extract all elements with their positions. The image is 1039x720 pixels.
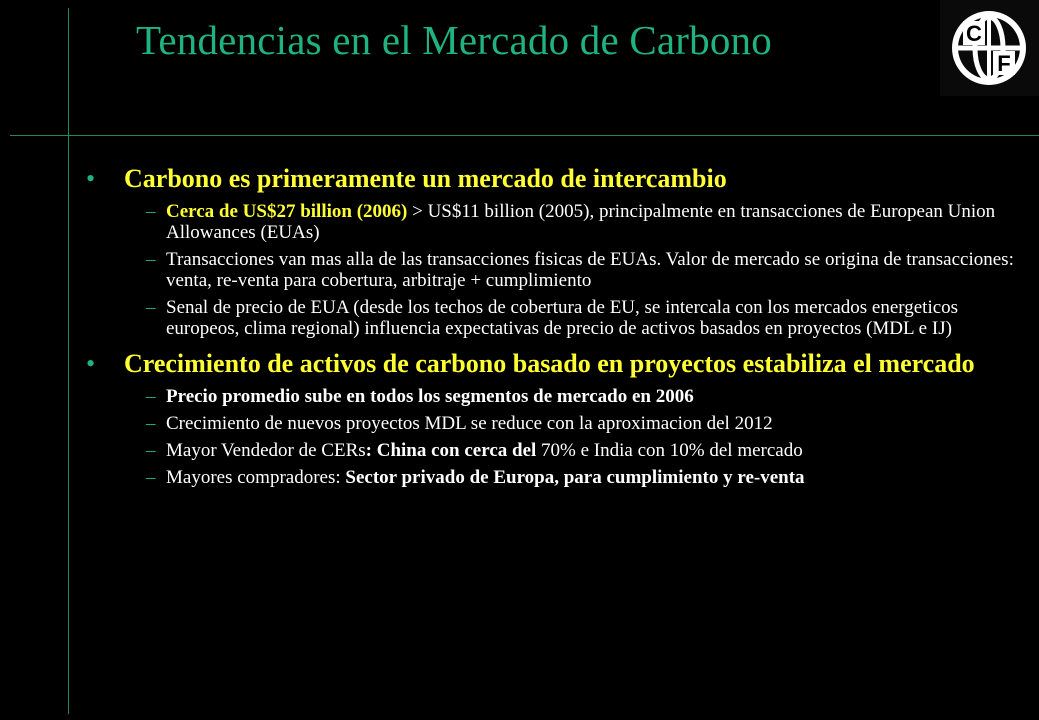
globe-logo-icon <box>946 7 1032 89</box>
bold-text: : China con cerca del <box>365 440 537 461</box>
bullet-1-text: Carbono es primeramente un mercado de intercambio <box>124 164 727 193</box>
bullet-2-sub-4 <box>146 467 1016 488</box>
sub-text: Precio promedio sube en todos los segmentos de mercado en 2006 <box>166 386 694 407</box>
body-text: 70% e India con 10% del mercado <box>536 440 803 461</box>
sub-text <box>166 440 803 461</box>
sub-dash: – <box>146 440 156 461</box>
sub-dash: – <box>146 413 156 434</box>
sub-dash: – <box>146 201 156 222</box>
highlight-text: Cerca de US$27 billion (2006) <box>166 201 408 222</box>
sub-dash: – <box>146 249 156 270</box>
horizontal-rule <box>10 135 1039 136</box>
vertical-rule <box>68 8 69 714</box>
bullet-2-sub-1 <box>146 386 1016 407</box>
bullet-1-sub-2 <box>146 249 1016 291</box>
bullet-2-sub-2 <box>146 413 1016 434</box>
body-text: Mayor Vendedor de CERs <box>166 440 366 461</box>
body-text: Mayores compradores: <box>166 467 346 488</box>
sub-text: Transacciones van mas alla de las transacciones fisicas de EUAs. Valor de mercado se origina de transacciones: venta, re-venta para cobertura, arbitraje + cumplimiento <box>166 249 1014 291</box>
bold-text: Sector privado de Europa, para cumplimiento y re-venta <box>345 467 805 488</box>
bullet-2 <box>86 349 1016 379</box>
sub-text <box>166 201 1016 243</box>
sub-dash: – <box>146 467 156 488</box>
bullet-2-text: Crecimiento de activos de carbono basado en proyectos estabiliza el mercado <box>124 349 975 378</box>
sub-text <box>166 467 805 488</box>
logo-letter-f: F <box>997 51 1011 76</box>
slide-title: Tendencias en el Mercado de Carbono <box>136 17 772 63</box>
body-text: > US$11 billion (2005), principalmente en transacciones de European Union Allowances (EUAs) <box>166 201 996 243</box>
bullet-1 <box>86 164 1016 194</box>
slide-content <box>86 164 1016 494</box>
cf-logo <box>940 0 1039 96</box>
bullet-dot: • <box>86 349 96 378</box>
bullet-dot: • <box>86 164 96 193</box>
sub-dash: – <box>146 386 156 407</box>
sub-text: Senal de precio de EUA (desde los techos de cobertura de EU, se intercala con los mercados energeticos europeos, clima regional) influencia expectativas de precio de activos basados en proyectos (MDL e IJ) <box>166 297 959 339</box>
logo-letter-c: C <box>966 21 982 46</box>
bullet-1-sub-1 <box>146 201 1016 243</box>
sub-text: Crecimiento de nuevos proyectos MDL se reduce con la aproximacion del 2012 <box>166 413 773 434</box>
bullet-2-sub-3 <box>146 440 1016 461</box>
bullet-1-sub-3 <box>146 297 1016 339</box>
sub-dash: – <box>146 297 156 318</box>
